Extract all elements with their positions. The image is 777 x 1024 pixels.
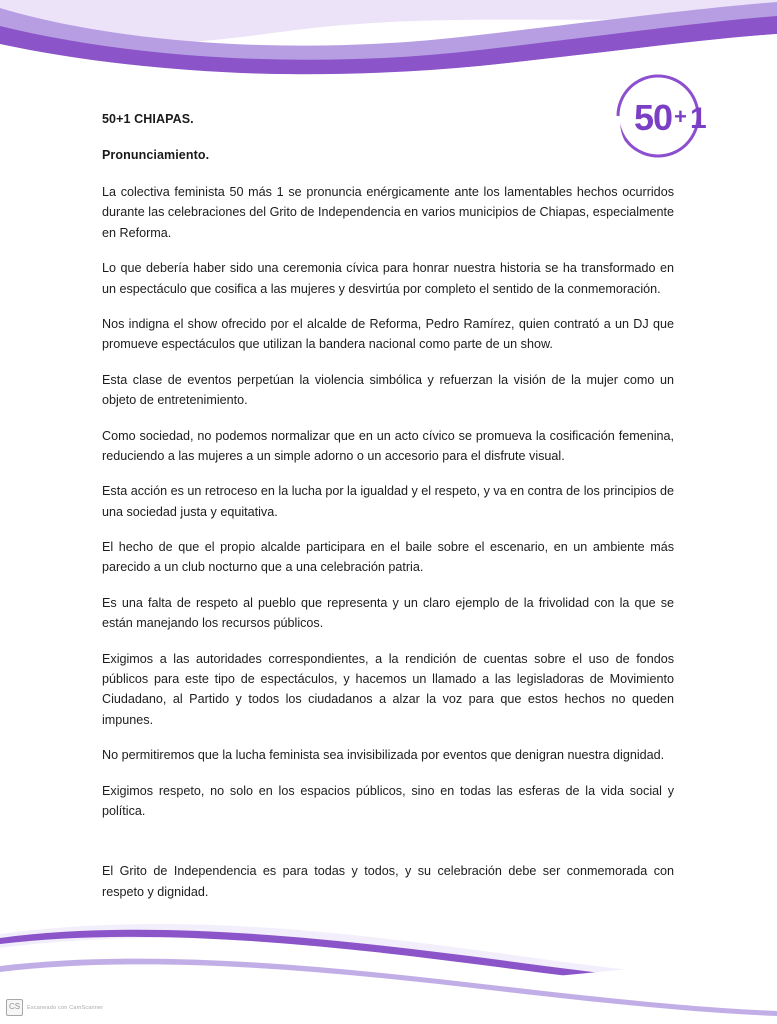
paragraph: No permitiremos que la lucha feminista sea invisibilizada por eventos que denigran nuestra dignidad. xyxy=(102,748,665,763)
paragraph: Exigimos a las autoridades correspondientes, a la rendición de cuentas sobre el uso de fondos públicos para este tipo de espectáculos, y hacemos un llamado a las legisladoras de Movimiento Ciudadano, al Partido y todos los ciudadanos a alzar la voz para que estos hechos no queden impunes. xyxy=(102,651,674,727)
paragraph: La colectiva feminista 50 más 1 se pronuncia enérgicamente ante los lamentables hechos ocurridos durante las celebraciones del Grito de Independencia en varios municipios de Chiapas, especialmente en Reforma. xyxy=(102,185,674,240)
camscanner-label: Escaneado con CamScanner xyxy=(27,1004,104,1011)
paragraph: Esta acción es un retroceso en la lucha por la igualdad y el respeto, y va en contra de los principios de una sociedad justa y equitativa. xyxy=(102,484,674,519)
document-subtitle: Pronunciamiento. xyxy=(102,148,210,162)
footer-decoration xyxy=(0,904,777,1024)
camscanner-badge-icon: CS xyxy=(6,999,23,1016)
paragraph: Nos indigna el show ofrecido por el alcalde de Reforma, Pedro Ramírez, quien contrató a un DJ que promueve espectáculos que utilizan la bandera nacional como parte de un show. xyxy=(102,316,674,352)
paragraph: Lo que debería haber sido una ceremonia cívica para honrar nuestra historia se ha transformado en un espectáculo que cosifica a las mujeres y desvirtúa por completo el sentido de la conmemoración. xyxy=(102,261,674,296)
paragraph: Exigimos respeto, no solo en los espacios públicos, sino en todas las esferas de la vida social y política. xyxy=(102,783,674,818)
paragraph: El hecho de que el propio alcalde participara en el baile sobre el escenario, en un ambiente más parecido a un club nocturno que a una celebración patria. xyxy=(102,540,674,575)
paragraph: Esta clase de eventos perpetúan la violencia simbólica y refuerzan la visión de la mujer como un objeto de entretenimiento. xyxy=(102,372,674,408)
svg-text:1: 1 xyxy=(690,102,707,135)
document-title: 50+1 CHIAPAS. xyxy=(102,112,194,126)
svg-text:+: + xyxy=(674,104,687,129)
paragraph: Como sociedad, no podemos normalizar que en un acto cívico se promueva la cosificación femenina, reduciendo a las mujeres a un simple adorno o un accesorio para el disfrute visual. xyxy=(102,428,674,463)
header-decoration xyxy=(0,0,777,80)
svg-text:50: 50 xyxy=(634,97,673,138)
document-body xyxy=(102,112,674,917)
paragraph: Es una falta de respeto al pueblo que representa y un claro ejemplo de la frivolidad con la que se están manejando los recursos públicos. xyxy=(102,595,674,631)
camscanner-watermark xyxy=(6,999,103,1016)
paragraph: El Grito de Independencia es para todas y todos, y su celebración debe ser conmemorada con respeto y dignidad. xyxy=(102,864,674,899)
